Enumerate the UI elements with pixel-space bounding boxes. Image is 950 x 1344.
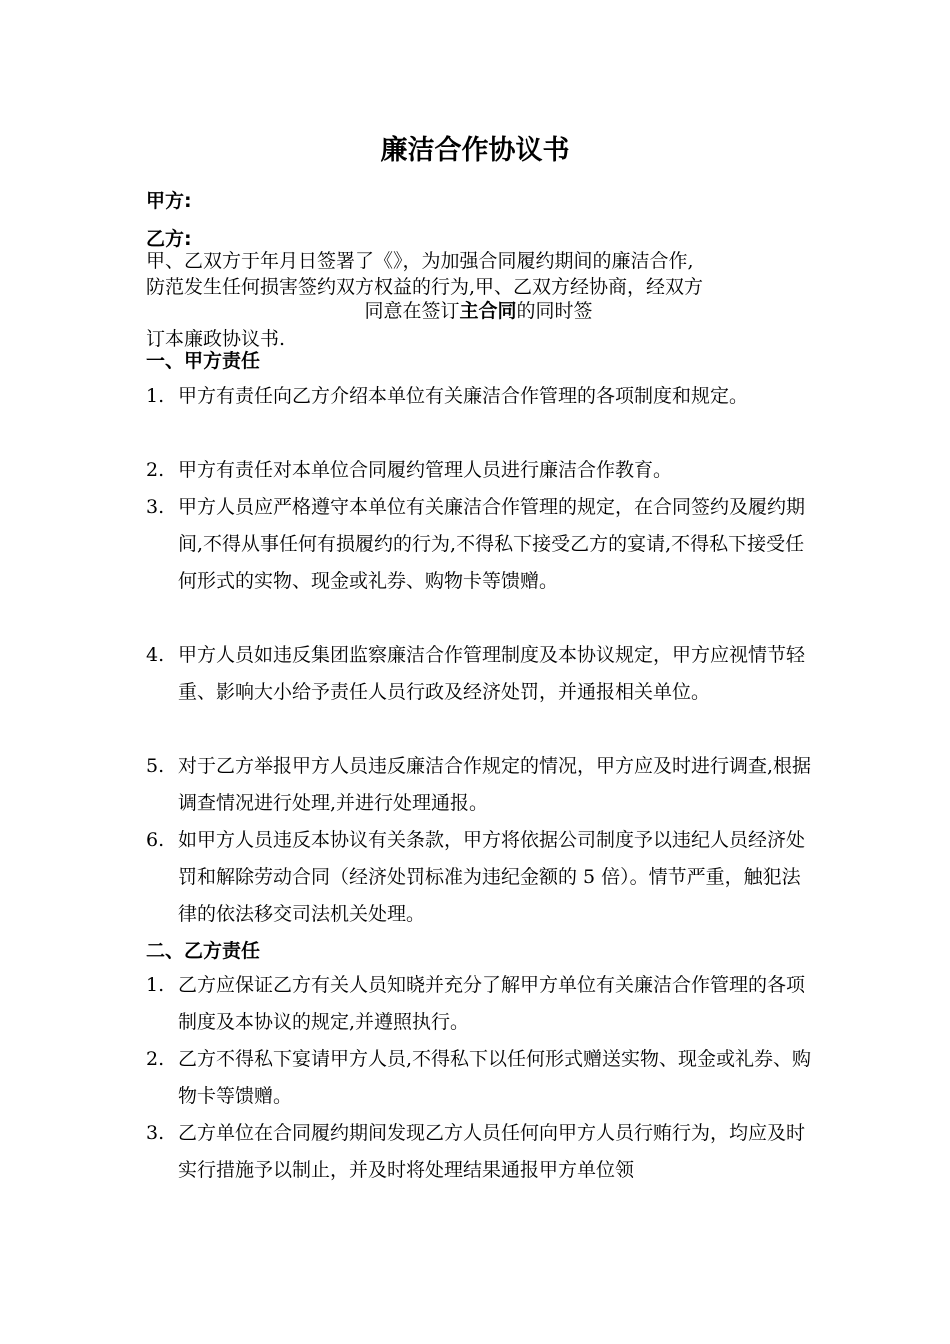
section-heading-party-a: 一、甲方责任 (146, 350, 261, 372)
intro-line-2: 防范发生任何损害签约双方权益的行为,甲、乙双方经协商，经双方 (146, 276, 704, 298)
intro-line-3-start: 同意在签订 (364, 300, 460, 322)
section-heading-party-b: 二、乙方责任 (146, 940, 261, 962)
clause-a-2 (146, 452, 816, 489)
intro-line-3 (146, 298, 811, 324)
clause-b-1 (146, 967, 816, 1041)
intro-line-1: 甲、乙双方于年月日签署了《》，为加强合同履约期间的廉洁合作, (146, 250, 694, 272)
main-contract-term: 主合同 (459, 300, 517, 322)
clause-a-1 (146, 378, 816, 415)
clause-text: 甲方人员应严格遵守本单位有关廉洁合作管理的规定，在合同签约及履约期间,不得从事任何有损履约的行为,不得私下接受乙方的宴请,不得私下接受任何形式的实物、现金或礼券、购物卡等馈赠。 (178, 496, 806, 592)
intro-line-3-end: 的同时签 (516, 300, 593, 322)
clause-b-3 (146, 1115, 816, 1189)
clause-number: 3. (146, 496, 165, 518)
clause-a-3 (146, 489, 816, 600)
intro-line-4: 订本廉政协议书. (146, 328, 286, 350)
clause-number: 2. (146, 1048, 165, 1070)
clause-a-4 (146, 637, 816, 711)
party-b-label: 乙方: (146, 228, 192, 250)
clause-text: 甲方人员如违反集团监察廉洁合作管理制度及本协议规定，甲方应视情节轻重、影响大小给予责任人员行政及经济处罚，并通报相关单位。 (178, 644, 806, 703)
clause-number: 1. (146, 974, 165, 996)
document-title: 廉洁合作协议书 (380, 135, 570, 166)
clause-b-2 (146, 1041, 816, 1115)
clause-text: 乙方不得私下宴请甲方人员,不得私下以任何形式赠送实物、现金或礼券、购物卡等馈赠。 (178, 1048, 812, 1107)
clause-number: 5. (146, 755, 165, 777)
clause-number: 4. (146, 644, 165, 666)
clause-text: 甲方有责任对本单位合同履约管理人员进行廉洁合作教育。 (178, 459, 673, 481)
clause-number: 2. (146, 459, 165, 481)
party-a-label: 甲方: (146, 190, 192, 212)
clause-text: 对于乙方举报甲方人员违反廉洁合作规定的情况，甲方应及时进行调查,根据调查情况进行处理,并进行处理通报。 (178, 755, 812, 814)
clause-text: 乙方应保证乙方有关人员知晓并充分了解甲方单位有关廉洁合作管理的各项制度及本协议的规定,并遵照执行。 (178, 974, 806, 1033)
clause-a-6 (146, 822, 816, 933)
clause-number: 3. (146, 1122, 165, 1144)
clause-number: 1. (146, 385, 165, 407)
clause-text: 乙方单位在合同履约期间发现乙方人员任何向甲方人员行贿行为，均应及时实行措施予以制止，并及时将处理结果通报甲方单位领 (178, 1122, 806, 1181)
clause-a-5 (146, 748, 816, 822)
clause-text: 如甲方人员违反本协议有关条款，甲方将依据公司制度予以违纪人员经济处罚和解除劳动合同（经济处罚标准为违纪金额的 5 倍）。情节严重，触犯法律的依法移交司法机关处理。 (178, 829, 806, 925)
clause-text: 甲方有责任向乙方介绍本单位有关廉洁合作管理的各项制度和规定。 (178, 385, 749, 407)
clause-number: 6. (146, 829, 165, 851)
